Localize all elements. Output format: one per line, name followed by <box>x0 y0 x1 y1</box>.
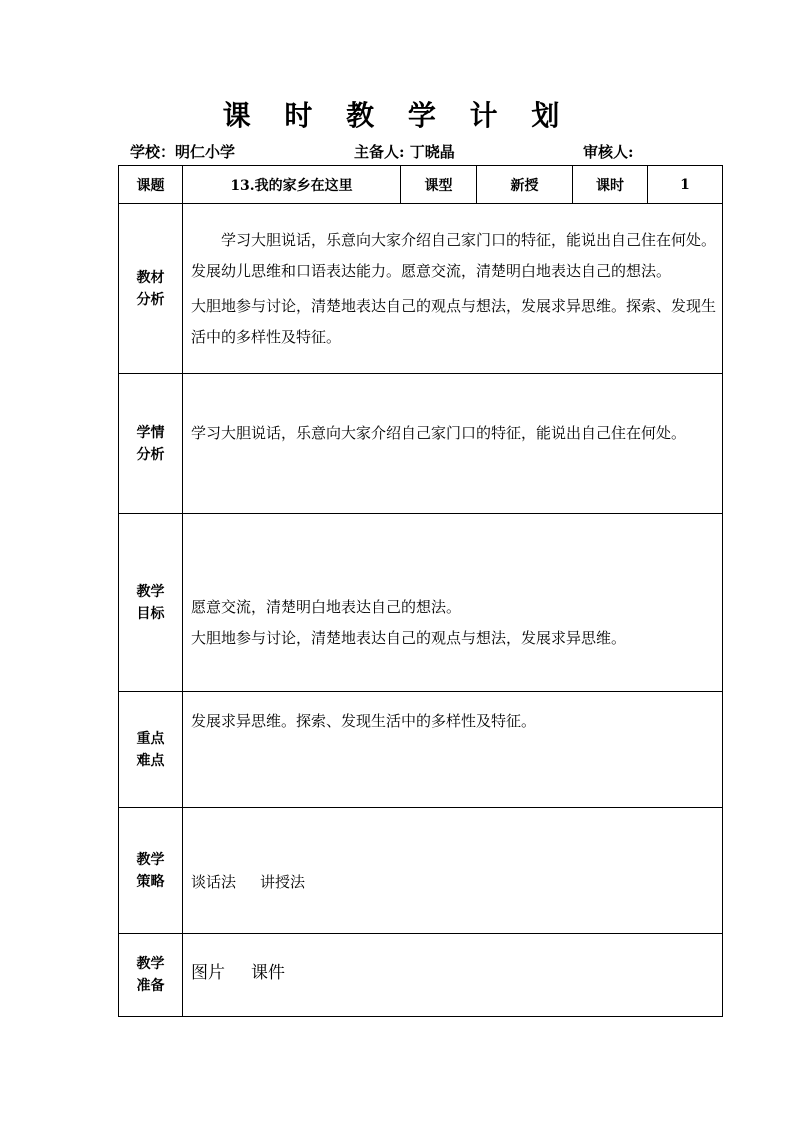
material-analysis-label <box>119 204 183 374</box>
label-line: 策略 <box>136 873 165 890</box>
topic-value: 13.我的家乡在这里 <box>183 166 401 204</box>
page-title: 课 时 教 学 计 划 <box>222 99 572 132</box>
label-line: 教学 <box>136 583 165 600</box>
label-line: 难点 <box>136 752 165 769</box>
type-value: 新授 <box>477 166 573 204</box>
material-analysis-row <box>119 204 723 374</box>
school-label: 学校：明仁小学 <box>130 143 236 161</box>
key-points-row <box>119 692 723 808</box>
strategy-content <box>183 808 723 934</box>
preparation-row <box>119 934 723 1017</box>
label-line: 分析 <box>136 291 165 308</box>
topic-label: 课题 <box>119 166 183 204</box>
hours-label: 课时 <box>573 166 648 204</box>
label-line: 目标 <box>136 605 165 622</box>
preparation-content <box>183 934 723 1017</box>
label-line: 教学 <box>136 956 165 972</box>
strategy-item: 讲授法 <box>260 873 306 891</box>
student-analysis-text: 学习大胆说话，乐意向大家介绍自己家门口的特征，能说出自己住在何处。 <box>191 424 687 442</box>
lesson-plan-table <box>118 165 723 1017</box>
key-points-text: 发展求异思维。探索、发现生活中的多样性及特征。 <box>191 712 537 730</box>
student-analysis-row <box>119 374 723 514</box>
label-line: 教学 <box>136 851 165 868</box>
key-points-content <box>183 692 723 808</box>
preparer-label: 主备人: 丁晓晶 <box>354 143 455 161</box>
strategy-item: 谈话法 <box>191 873 237 891</box>
preparation-item: 课件 <box>251 963 285 983</box>
goal-line-1: 愿意交流，清楚明白地表达自己的想法。 <box>191 597 462 616</box>
label-line: 重点 <box>136 730 165 747</box>
student-analysis-label <box>119 374 183 514</box>
material-paragraph-1: 学习大胆说话，乐意向大家介绍自己家门口的特征，能说出自己住在何处。发展幼儿思维和口语表达能力。愿意交流，清楚明白地表达自己的想法。 <box>191 230 717 280</box>
label-line: 学情 <box>136 424 165 441</box>
reviewer-label: 审核人: <box>583 143 634 161</box>
strategy-label <box>119 808 183 934</box>
strategy-row <box>119 808 723 934</box>
preparation-label <box>119 934 183 1017</box>
label-line: 分析 <box>136 446 165 463</box>
preparation-item: 图片 <box>191 963 225 983</box>
material-analysis-content <box>183 204 723 374</box>
teaching-goals-content <box>183 514 723 692</box>
type-label: 课型 <box>401 166 477 204</box>
label-line: 教材 <box>136 269 165 286</box>
hours-value: 1 <box>648 166 723 204</box>
label-line: 准备 <box>136 978 165 994</box>
teaching-goals-row <box>119 514 723 692</box>
goal-line-2: 大胆地参与讨论，清楚地表达自己的观点与想法，发展求异思维。 <box>191 628 627 647</box>
header-row <box>119 166 723 204</box>
teaching-goals-label <box>119 514 183 692</box>
key-points-label <box>119 692 183 808</box>
student-analysis-content <box>183 374 723 514</box>
material-paragraph-2: 大胆地参与讨论，清楚地表达自己的观点与想法，发展求异思维。探索、发现生活中的多样性及特征。 <box>191 296 717 346</box>
